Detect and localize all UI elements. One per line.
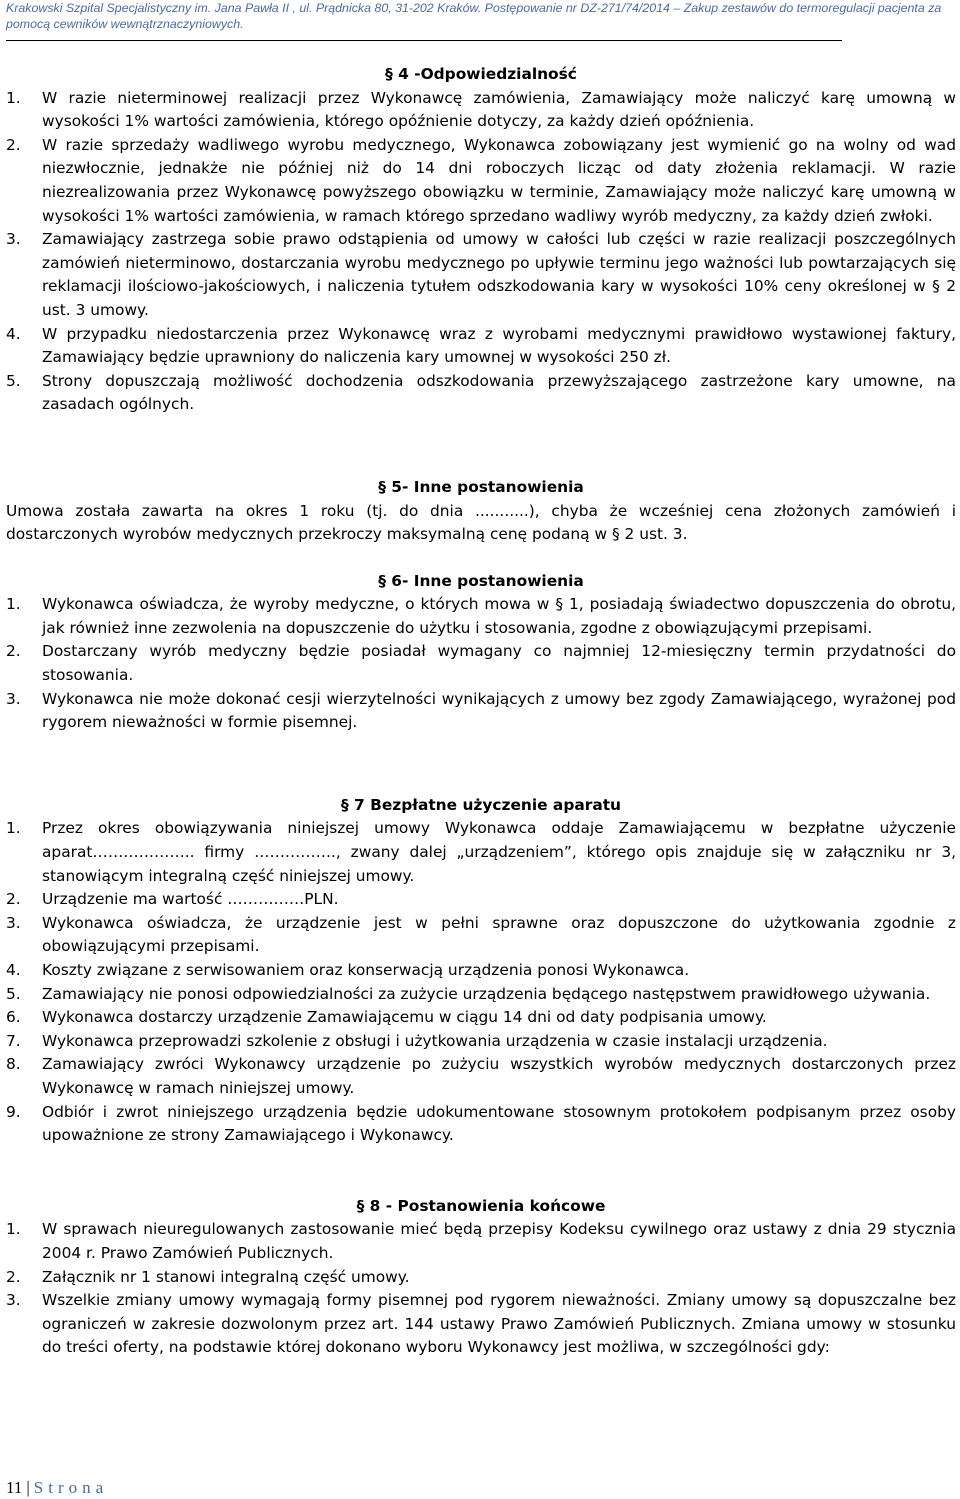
- item-number: 4.: [6, 324, 21, 343]
- item-number: 2.: [6, 1267, 21, 1286]
- item-number: 2.: [6, 890, 21, 909]
- item-number: 3.: [6, 913, 21, 932]
- section-6: [6, 570, 956, 735]
- section-7-list: [6, 817, 956, 1147]
- item-text: Zamawiający nie ponosi odpowiedzialności za zużycie urządzenia będącego następstwem prawidłowego używania.: [42, 984, 931, 1003]
- item-number: 1.: [6, 819, 21, 838]
- item-text: Wykonawca dostarczy urządzenie Zamawiającemu w ciągu 14 dni od daty podpisania umowy.: [42, 1008, 767, 1027]
- page-number: 11: [6, 1478, 23, 1497]
- header-rule: [6, 40, 842, 41]
- section-5: [6, 476, 956, 547]
- list-item: [6, 1266, 956, 1290]
- item-text: Wykonawca przeprowadzi szkolenie z obsługi i użytkowania urządzenia w czasie instalacji urządzenia.: [42, 1031, 828, 1050]
- item-number: 6.: [6, 1008, 21, 1027]
- page-footer: [6, 1478, 108, 1498]
- item-number: 8.: [6, 1055, 21, 1074]
- footer-separator: |: [26, 1478, 30, 1497]
- item-number: 5.: [6, 371, 21, 390]
- list-item: [6, 912, 956, 959]
- section-5-heading: § 5- Inne postanowienia: [378, 477, 584, 496]
- item-text: Zamawiający zastrzega sobie prawo odstąpienia od umowy w całości lub części w razie realizacji poszczególnych zamówień nieterminowo, dostarczania wyrobu medycznego po upływie terminu jego ważności lub powtarzających się reklamacji ilościowo-jakościowych, i naliczenia tytułem odszkodowania kary w wysokości 10% ceny określonej w § 2 ust. 3 umowy.: [42, 230, 956, 319]
- list-item: [6, 1053, 956, 1100]
- item-text: Wykonawca oświadcza, że urządzenie jest w pełni sprawne oraz dopuszczone do użytkowania zgodnie z obowiązującymi przepisami.: [42, 913, 956, 956]
- spacer: [6, 547, 956, 570]
- item-number: 1.: [6, 595, 21, 614]
- item-text: Urządzenie ma wartość ……………PLN.: [42, 890, 339, 909]
- list-item: [6, 1289, 956, 1360]
- header-text: Krakowski Szpital Specjalistyczny im. Jana Pawła II , ul. Prądnicka 80, 31-202 Kraków. Postępowanie nr DZ-271/74/2014 – Zakup zestawów do termoregulacji pacjenta za pomocą cewników wewnątrznaczyniowych.: [6, 1, 942, 31]
- item-text: W przypadku niedostarczenia przez Wykonawcę wraz z wyrobami medycznymi prawidłowo wystawionej faktury, Zamawiający będzie uprawniony do naliczenia kary umownej w wysokości 250 zł.: [42, 324, 956, 367]
- section-6-list: [6, 593, 956, 735]
- document-body: [6, 63, 956, 1360]
- item-number: 9.: [6, 1102, 21, 1121]
- list-item: [6, 593, 956, 640]
- item-text: W razie nieterminowej realizacji przez Wykonawcę zamówienia, Zamawiający może naliczyć karę umowną w wysokości 1% wartości zamówienia, którego opóźnienie dotyczy, za każdy dzień opóźnienia.: [42, 88, 956, 131]
- item-number: 2.: [6, 135, 21, 154]
- section-4-list: [6, 87, 956, 417]
- item-number: 3.: [6, 1291, 21, 1310]
- list-item: [6, 323, 956, 370]
- list-item: [6, 688, 956, 735]
- list-item: [6, 1030, 956, 1054]
- section-7-heading: § 7 Bezpłatne użyczenie aparatu: [340, 795, 622, 814]
- section-8-list: [6, 1218, 956, 1360]
- item-text: Strony dopuszczają możliwość dochodzenia odszkodowania przewyższającego zastrzeżone kary umowne, na zasadach ogólnych.: [42, 371, 956, 414]
- page-label: Strona: [33, 1478, 109, 1497]
- item-number: 5.: [6, 984, 21, 1003]
- item-text: Wszelkie zmiany umowy wymagają formy pisemnej pod rygorem nieważności. Zmiany umowy są dopuszczalne bez ograniczeń w zakresie dozwolonym przez art. 144 ustawy Prawo Zamówień Publicznych. Zmiana umowy w stosunku do treści oferty, na podstawie której dokonano wyboru Wykonawcy jest możliwa, w szczególności gdy:: [42, 1291, 956, 1357]
- item-text: Dostarczany wyrób medyczny będzie posiadał wymagany co najmniej 12-miesięczny termin przydatności do stosowania.: [42, 642, 956, 685]
- item-number: 1.: [6, 88, 21, 107]
- list-item: [6, 959, 956, 983]
- section-4: [6, 63, 956, 417]
- item-number: 2.: [6, 642, 21, 661]
- section-8-heading: § 8 - Postanowienia końcowe: [356, 1196, 606, 1215]
- item-text: Wykonawca nie może dokonać cesji wierzytelności wynikających z umowy bez zgody Zamawiającego, wyrażonej pod rygorem nieważności w formie pisemnej.: [42, 689, 956, 732]
- item-number: 7.: [6, 1031, 21, 1050]
- section-8: [6, 1195, 956, 1360]
- item-number: 3.: [6, 230, 21, 249]
- list-item: [6, 1006, 956, 1030]
- spacer: [6, 1148, 956, 1195]
- list-item: [6, 1218, 956, 1265]
- item-text: Odbiór i zwrot niniejszego urządzenia będzie udokumentowane stosownym protokołem podpisanym przez osoby upoważnione ze strony Zamawiającego i Wykonawcy.: [42, 1102, 956, 1145]
- list-item: [6, 888, 956, 912]
- list-item: [6, 228, 956, 322]
- list-item: [6, 370, 956, 417]
- item-text: W razie sprzedaży wadliwego wyrobu medycznego, Wykonawca zobowiązany jest wymienić go na wolny od wad niezwłocznie, jednakże nie później niż do 14 dni roboczych licząc od daty złożenia reklamacji. W razie niezrealizowania przez Wykonawcę powyższego obowiązku w terminie, Zamawiający może naliczyć karę umowną w wysokości 1% wartości zamówienia, w ramach którego sprzedano wadliwy wyrób medyczny, za każdy dzień zwłoki.: [42, 135, 956, 225]
- item-text: Przez okres obowiązywania niniejszej umowy Wykonawca oddaje Zamawiającemu w bezpłatne użyczenie aparat……………….. firmy ……………., zwany dalej „urządzeniem”, którego opis znajduje się w załączniku nr 3, stanowiącym integralną część niniejszej umowy.: [42, 819, 956, 885]
- item-text: Wykonawca oświadcza, że wyroby medyczne, o których mowa w § 1, posiadają świadectwo dopuszczenia do obrotu, jak również inne zezwolenia na dopuszczenie do użytku i stosowania, zgodne z obowiązującymi przepisami.: [42, 595, 956, 637]
- section-4-heading: § 4 -Odpowiedzialność: [385, 65, 577, 83]
- item-text: Zamawiający zwróci Wykonawcy urządzenie po zużyciu wszystkich wyrobów medycznych dostarczonych przez Wykonawcę w ramach niniejszej umowy.: [42, 1055, 956, 1097]
- list-item: [6, 983, 956, 1007]
- list-item: [6, 817, 956, 888]
- section-5-text: Umowa została zawarta na okres 1 roku (tj. do dnia ...........), chyba że wcześniej cena złożonych zamówień i dostarczonych wyrobów medycznych przekroczy maksymalną cenę podaną w § 2 ust. 3.: [6, 501, 956, 544]
- list-item: [6, 1101, 956, 1148]
- spacer: [6, 735, 956, 794]
- item-number: 3.: [6, 689, 21, 708]
- item-text: W sprawach nieuregulowanych zastosowanie mieć będą przepisy Kodeksu cywilnego oraz ustawy z dnia 29 stycznia 2004 r. Prawo Zamówień Publicznych.: [42, 1220, 956, 1262]
- list-item: [6, 134, 956, 228]
- item-number: 4.: [6, 961, 21, 979]
- list-item: [6, 87, 956, 134]
- page-header: [6, 0, 956, 32]
- section-6-heading: § 6- Inne postanowienia: [378, 571, 584, 590]
- spacer: [6, 417, 956, 476]
- item-number: 1.: [6, 1220, 21, 1239]
- section-7: [6, 794, 956, 1148]
- item-text: Koszty związane z serwisowaniem oraz konserwacją urządzenia ponosi Wykonawca.: [42, 961, 690, 979]
- item-text: Załącznik nr 1 stanowi integralną część umowy.: [42, 1267, 410, 1286]
- list-item: [6, 640, 956, 687]
